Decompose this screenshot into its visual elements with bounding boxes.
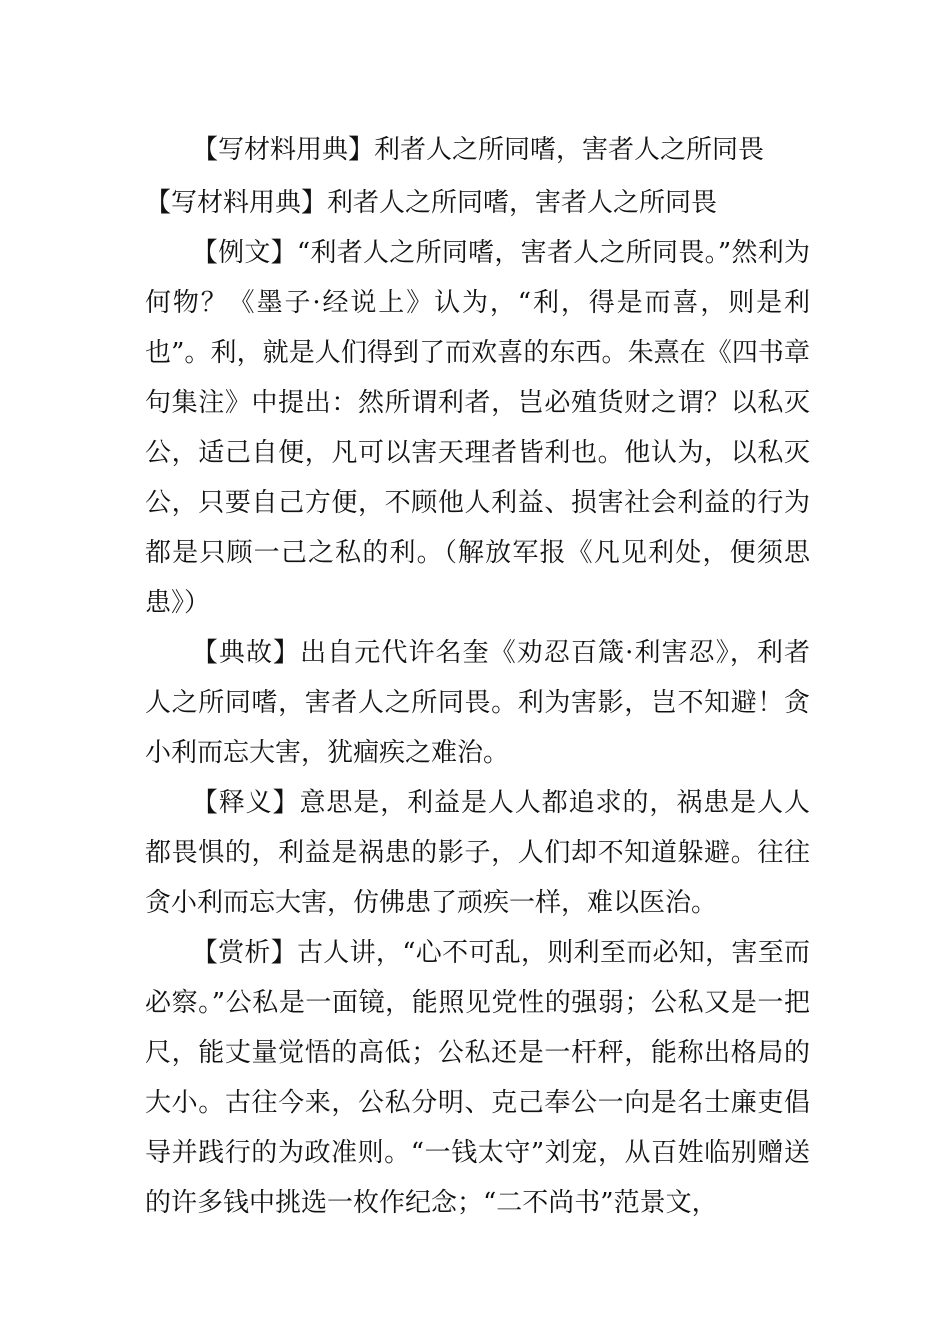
paragraph-example: 【例文】“利者人之所同嗜，害者人之所同畏。”然利为何物？《墨子·经说上》认为，“利，得是而喜，则是利也”。利，就是人们得到了而欢喜的东西。朱熹在《四书章句集注》中提出：然所谓利者，岂必殖货财之谓？以私灭公，适己自便，凡可以害天理者皆利也。他认为，以私灭公，只要自己方便，不顾他人利益、损害社会利益的行为都是只顾一己之私的利。（解放军报《凡见利处，便须思患》） bbox=[145, 238, 810, 618]
paragraph-allusion: 【典故】出自元代许名奎《劝忍百箴·利害忍》，利者人之所同嗜，害者人之所同畏。利为害影，岂不知避！贪小利而忘大害，犹痼疾之难治。 bbox=[145, 638, 810, 768]
document-title: 【写材料用典】利者人之所同嗜，害者人之所同畏 bbox=[191, 135, 764, 165]
document-subtitle: 【写材料用典】利者人之所同嗜，害者人之所同畏 bbox=[145, 188, 718, 218]
paragraph-meaning: 【释义】意思是，利益是人人都追求的，祸患是人人都畏惧的，利益是祸患的影子，人们却不知道躲避。往往贪小利而忘大害，仿佛患了顽疾一样，难以医治。 bbox=[145, 788, 810, 918]
document-body bbox=[145, 178, 810, 1228]
paragraph-appreciation: 【赏析】古人讲，“心不可乱，则利至而必知，害至而必察。”公私是一面镜，能照见党性的强弱；公私又是一把尺，能丈量觉悟的高低；公私还是一杆秤，能称出格局的大小。古往今来，公私分明、克己奉公一向是名士廉吏倡导并践行的为政准则。“一钱太守”刘宠，从百姓临别赠送的许多钱中挑选一枚作纪念；“二不尚书”范景文， bbox=[145, 938, 810, 1218]
